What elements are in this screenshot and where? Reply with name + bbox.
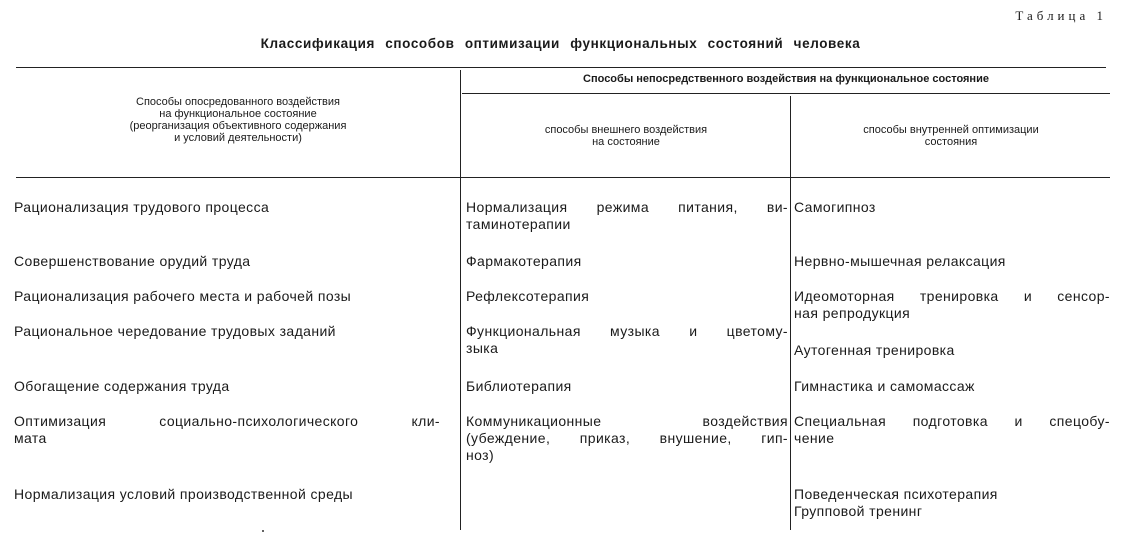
col2-item: Нормализация режима питания, ви-: [466, 199, 788, 215]
header-col3-line: состояния: [924, 136, 978, 148]
header-col2-line: способы внешнего воздействия: [544, 124, 708, 136]
header-col3: [792, 124, 1110, 148]
group-header-rule: [462, 93, 1110, 94]
col1-item: Рационализация трудового процесса: [14, 199, 270, 215]
col3-item: Гимнастика и самомассаж: [794, 378, 975, 394]
table-number-label: Таблица 1: [1015, 8, 1107, 23]
col1-item: Оптимизация социально-психологического кли-: [14, 413, 440, 429]
col3-item: Нервно-мышечная релаксация: [794, 253, 1006, 269]
table-title: Классификация способов оптимизации функциональных состояний человека: [260, 36, 861, 51]
column-divider-1: [460, 70, 461, 530]
col3-item-continuation: чение: [794, 430, 835, 446]
col3-item: Групповой тренинг: [794, 503, 923, 519]
col2-item-continuation: зыка: [466, 340, 499, 356]
col2-item: Библиотерапия: [466, 378, 572, 394]
header-col1-line: (реорганизация объективного содержания: [129, 120, 347, 132]
col1-item: Нормализация условий производственной среды: [14, 486, 353, 502]
header-top-rule: [16, 67, 1106, 68]
col2-item: Коммуникационные воздействия: [466, 413, 788, 429]
header-bottom-rule: [16, 177, 1110, 178]
header-col2: [462, 124, 790, 148]
header-col1: [16, 96, 460, 144]
col3-item: Поведенческая психотерапия: [794, 486, 998, 502]
column-divider-2: [790, 96, 791, 530]
col2-item: Функциональная музыка и цветому-: [466, 323, 788, 339]
header-col1-line: на функциональное состояние: [159, 108, 317, 120]
header-group: Способы непосредственного воздействия на функциональное состояние: [583, 73, 989, 85]
col1-item: Рациональное чередование трудовых заданий: [14, 323, 336, 339]
col1-item: Совершенствование орудий труда: [14, 253, 251, 269]
col2-item-continuation: ноз): [466, 447, 495, 463]
header-col1-line: Способы опосредованного воздействия: [136, 96, 340, 108]
header-col1-line: и условий деятельности): [174, 132, 302, 144]
col3-item: Идеомоторная тренировка и сенсор-: [794, 288, 1110, 304]
header-col2-line: на состояние: [592, 136, 660, 148]
col3-item-continuation: ная репродукция: [794, 305, 911, 321]
col3-item: Специальная подготовка и спецобу-: [794, 413, 1110, 429]
col3-item: Аутогенная тренировка: [794, 342, 955, 358]
col2-item-continuation: таминотерапии: [466, 216, 571, 232]
col1-item: Рационализация рабочего места и рабочей позы: [14, 288, 352, 304]
header-col3-line: способы внутренней оптимизации: [863, 124, 1039, 136]
col2-item: Фармакотерапия: [466, 253, 582, 269]
col2-item-continuation: (убеждение, приказ, внушение, гип-: [466, 430, 788, 446]
col2-item: Рефлексотерапия: [466, 288, 590, 304]
scan-speck: [262, 530, 264, 532]
col1-item: Обогащение содержания труда: [14, 378, 230, 394]
col1-item-continuation: мата: [14, 430, 47, 446]
col3-item: Самогипноз: [794, 199, 876, 215]
